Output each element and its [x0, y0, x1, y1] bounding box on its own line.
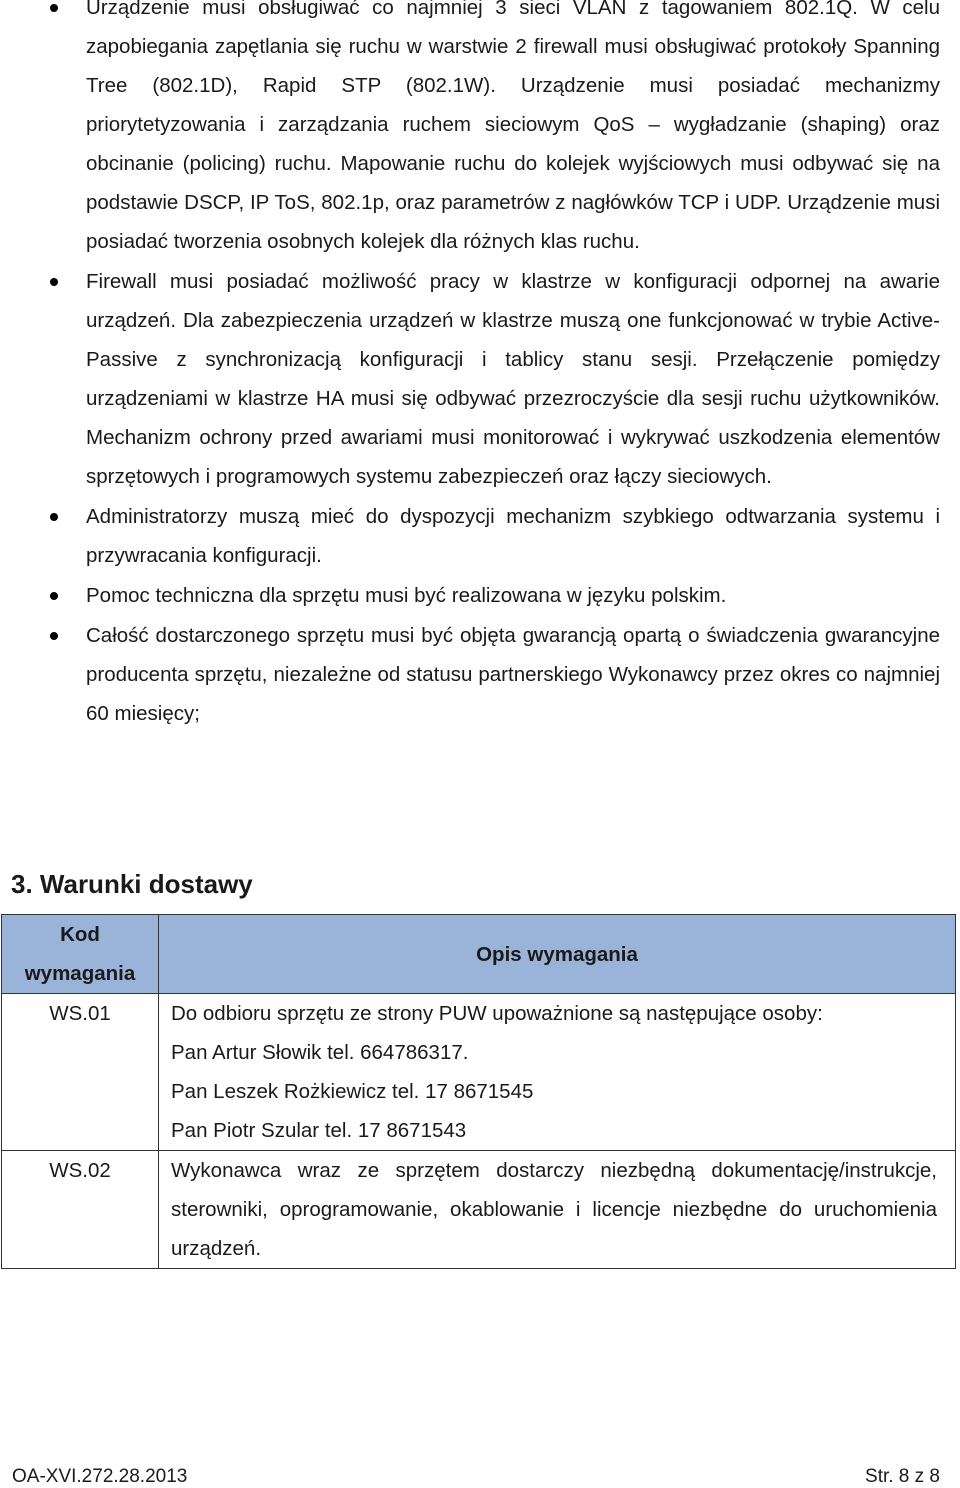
table-row [2, 994, 956, 1151]
bullet-text: Administratorzy muszą mieć do dyspozycji mechanizm szybkiego odtwarzania systemu i przywracania konfiguracji. [86, 505, 940, 567]
bullet-text: Firewall musi posiadać możliwość pracy w klastrze w konfiguracji odpornej na awarie urządzeń. Dla zabezpieczenia urządzeń w klastrze muszą one funkcjonować w trybie Active-Passive z synchronizacją konfiguracji i tablicy stanu sesji. Przełączenie pomiędzy urządzeniami w klastrze HA musi się odbywać przezroczyście dla sesji ruchu użytkowników. Mechanizm ochrony przed awariami musi monitorować i wykrywać uszkodzenia elementów sprzętowych i programowych systemu zabezpieczeń oraz łączy sieciowych. [86, 270, 940, 488]
bullet-text: Całość dostarczonego sprzętu musi być objęta gwarancją opartą o świadczenia gwarancyjne producenta sprzętu, niezależne od statusu partnerskiego Wykonawcy przez okres co najmniej 60 miesięcy; [86, 624, 940, 725]
section-heading: 3. Warunki dostawy [11, 869, 253, 899]
bullet-dot-icon [50, 4, 58, 12]
bullet-item [0, 262, 960, 496]
table-header-row [2, 915, 956, 994]
page-number: Str. 8 z 8 [865, 1466, 940, 1487]
bullet-dot-icon [50, 278, 58, 286]
bullet-text: Pomoc techniczna dla sprzętu musi być realizowana w języku polskim. [86, 584, 727, 607]
description-line: Pan Leszek Rożkiewicz tel. 17 8671545 [171, 1080, 534, 1103]
bullet-dot-icon [50, 632, 58, 640]
header-code [2, 915, 159, 994]
row-code: WS.02 [2, 1151, 159, 1269]
header-description: Opis wymagania [159, 915, 956, 994]
description-line: Pan Piotr Szular tel. 17 8671543 [171, 1119, 467, 1142]
bullet-dot-icon [50, 513, 58, 521]
bullet-item [0, 616, 960, 733]
row-description: Wykonawca wraz ze sprzętem dostarczy niezbędną dokumentację/instrukcje, sterowniki, oprogramowanie, okablowanie i licencje niezbędne do uruchomienia urządzeń. [159, 1151, 956, 1269]
bullet-dot-icon [50, 592, 58, 600]
requirements-bullet-list [0, 0, 960, 734]
description-line: Do odbioru sprzętu ze strony PUW upoważnione są następujące osoby: [171, 1002, 823, 1025]
delivery-requirements-table [1, 914, 956, 1269]
document-reference: OA-XVI.272.28.2013 [12, 1466, 188, 1487]
bullet-item [0, 0, 960, 261]
description-line: Pan Artur Słowik tel. 664786317. [171, 1041, 469, 1064]
bullet-item [0, 576, 960, 615]
table-row [2, 1151, 956, 1269]
row-code: WS.01 [2, 994, 159, 1151]
header-code-line2: wymagania [24, 962, 136, 985]
row-description [159, 994, 956, 1151]
header-code-line1: Kod [60, 923, 100, 946]
bullet-text: Urządzenie musi obsługiwać co najmniej 3 sieci VLAN z tagowaniem 802.1Q. W celu zapobiegania zapętlania się ruchu w warstwie 2 firewall musi obsługiwać protokoły Spanning Tree (802.1D), Rapid STP (802.1W). Urządzenie musi posiadać mechanizmy priorytetyzowania i zarządzania ruchem sieciowym QoS – wygładzanie (shaping) oraz obcinanie (policing) ruchu. Mapowanie ruchu do kolejek wyjściowych musi odbywać się na podstawie DSCP, IP ToS, 802.1p, oraz parametrów z nagłówków TCP i UDP. Urządzenie musi posiadać tworzenia osobnych kolejek dla różnych klas ruchu. [86, 0, 940, 253]
bullet-item [0, 497, 960, 575]
